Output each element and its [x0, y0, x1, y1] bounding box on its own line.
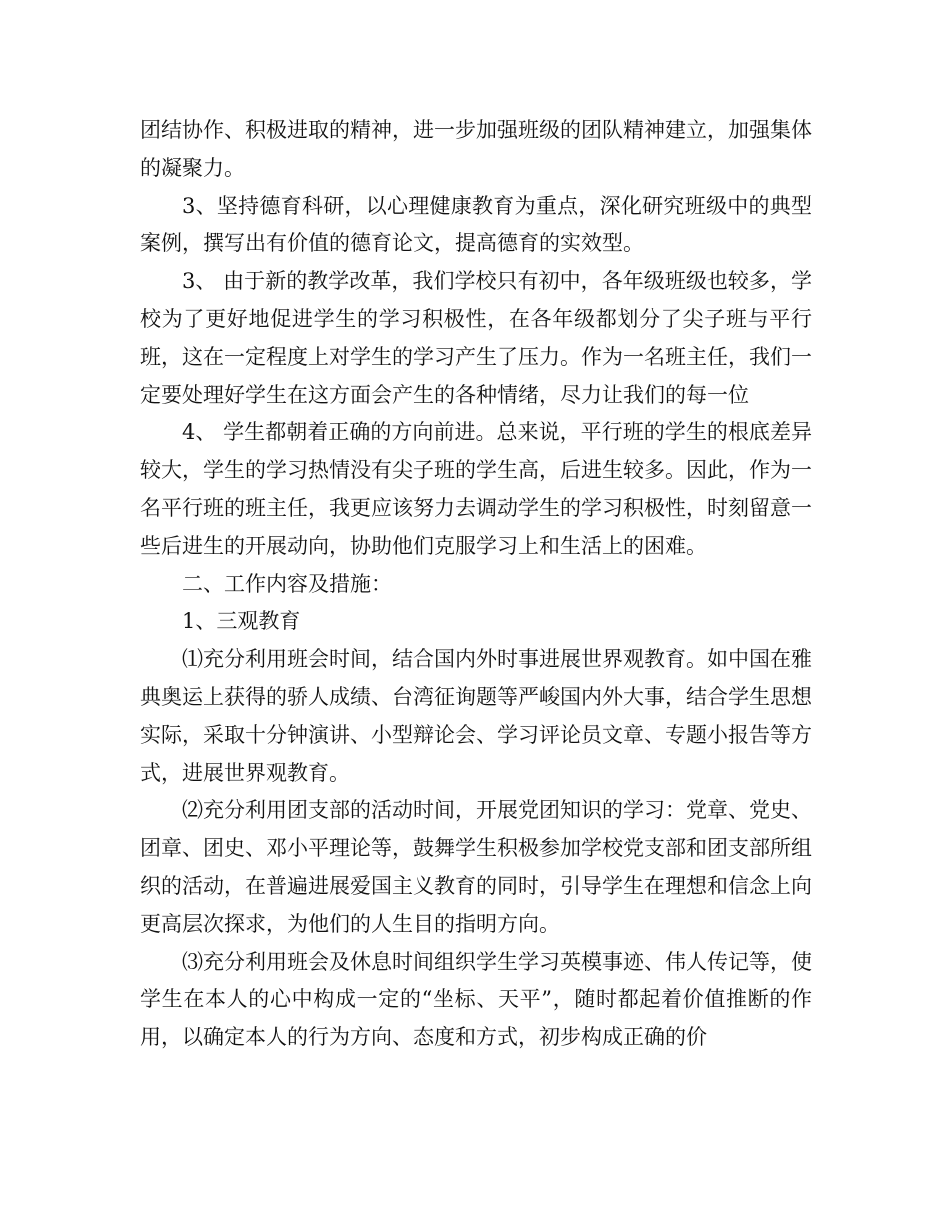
- paragraph-continuation: 团结协作、积极进取的精神，进一步加强班级的团队精神建立，加强集体的凝聚力。: [140, 118, 812, 180]
- paragraph-item-3-research: 3、坚持德育科研，以心理健康教育为重点，深化研究班级中的典型案例，撰写出有价值的德育论文，提高德育的实效型。: [140, 193, 812, 256]
- paragraph-point-2: ⑵充分利用团支部的活动时间，开展党团知识的学习：党章、党史、团章、团史、邓小平理论等，鼓舞学生积极参加学校党支部和团支部所组织的活动，在普遍进展爱国主义教育的同时，引导学生在理想和信念上向更高层次探求，为他们的人生目的指明方向。: [140, 798, 812, 936]
- document-body: [140, 112, 812, 1057]
- subheading-three-views: 1、三观教育: [182, 609, 301, 634]
- paragraph-item-3-reform: 3、 由于新的教学改革，我们学校只有初中，各年级班级也较多，学校为了更好地促进学生的学习积极性，在各年级都划分了尖子班与平行班，这在一定程度上对学生的学习产生了压力。作为一名班主任，我们一定要处理好学生在这方面会产生的各种情绪，尽力让我们的每一位: [140, 269, 812, 407]
- paragraph-item-4-progress: 4、 学生都朝着正确的方向前进。总来说，平行班的学生的根底差异较大，学生的学习热情没有尖子班的学生高，后进生较多。因此，作为一名平行班的班主任，我更应该努力去调动学生的学习积极性，时刻留意一些后进生的开展动向，协助他们克服学习上和生活上的困难。: [140, 420, 812, 558]
- paragraph-point-1: ⑴充分利用班会时间，结合国内外时事进展世界观教育。如中国在雅典奥运上获得的骄人成绩、台湾征询题等严峻国内外大事，结合学生思想实际，采取十分钟演讲、小型辩论会、学习评论员文章、专题小报告等方式，进展世界观教育。: [140, 647, 812, 785]
- section-heading-work-content: 二、工作内容及措施：: [182, 571, 392, 596]
- paragraph-point-3: ⑶充分利用班会及休息时间组织学生学习英模事迹、伟人传记等，使学生在本人的心中构成一定的“坐标、天平”，随时都起着价值推断的作用，以确定本人的行为方向、态度和方式，初步构成正确的价: [140, 949, 812, 1050]
